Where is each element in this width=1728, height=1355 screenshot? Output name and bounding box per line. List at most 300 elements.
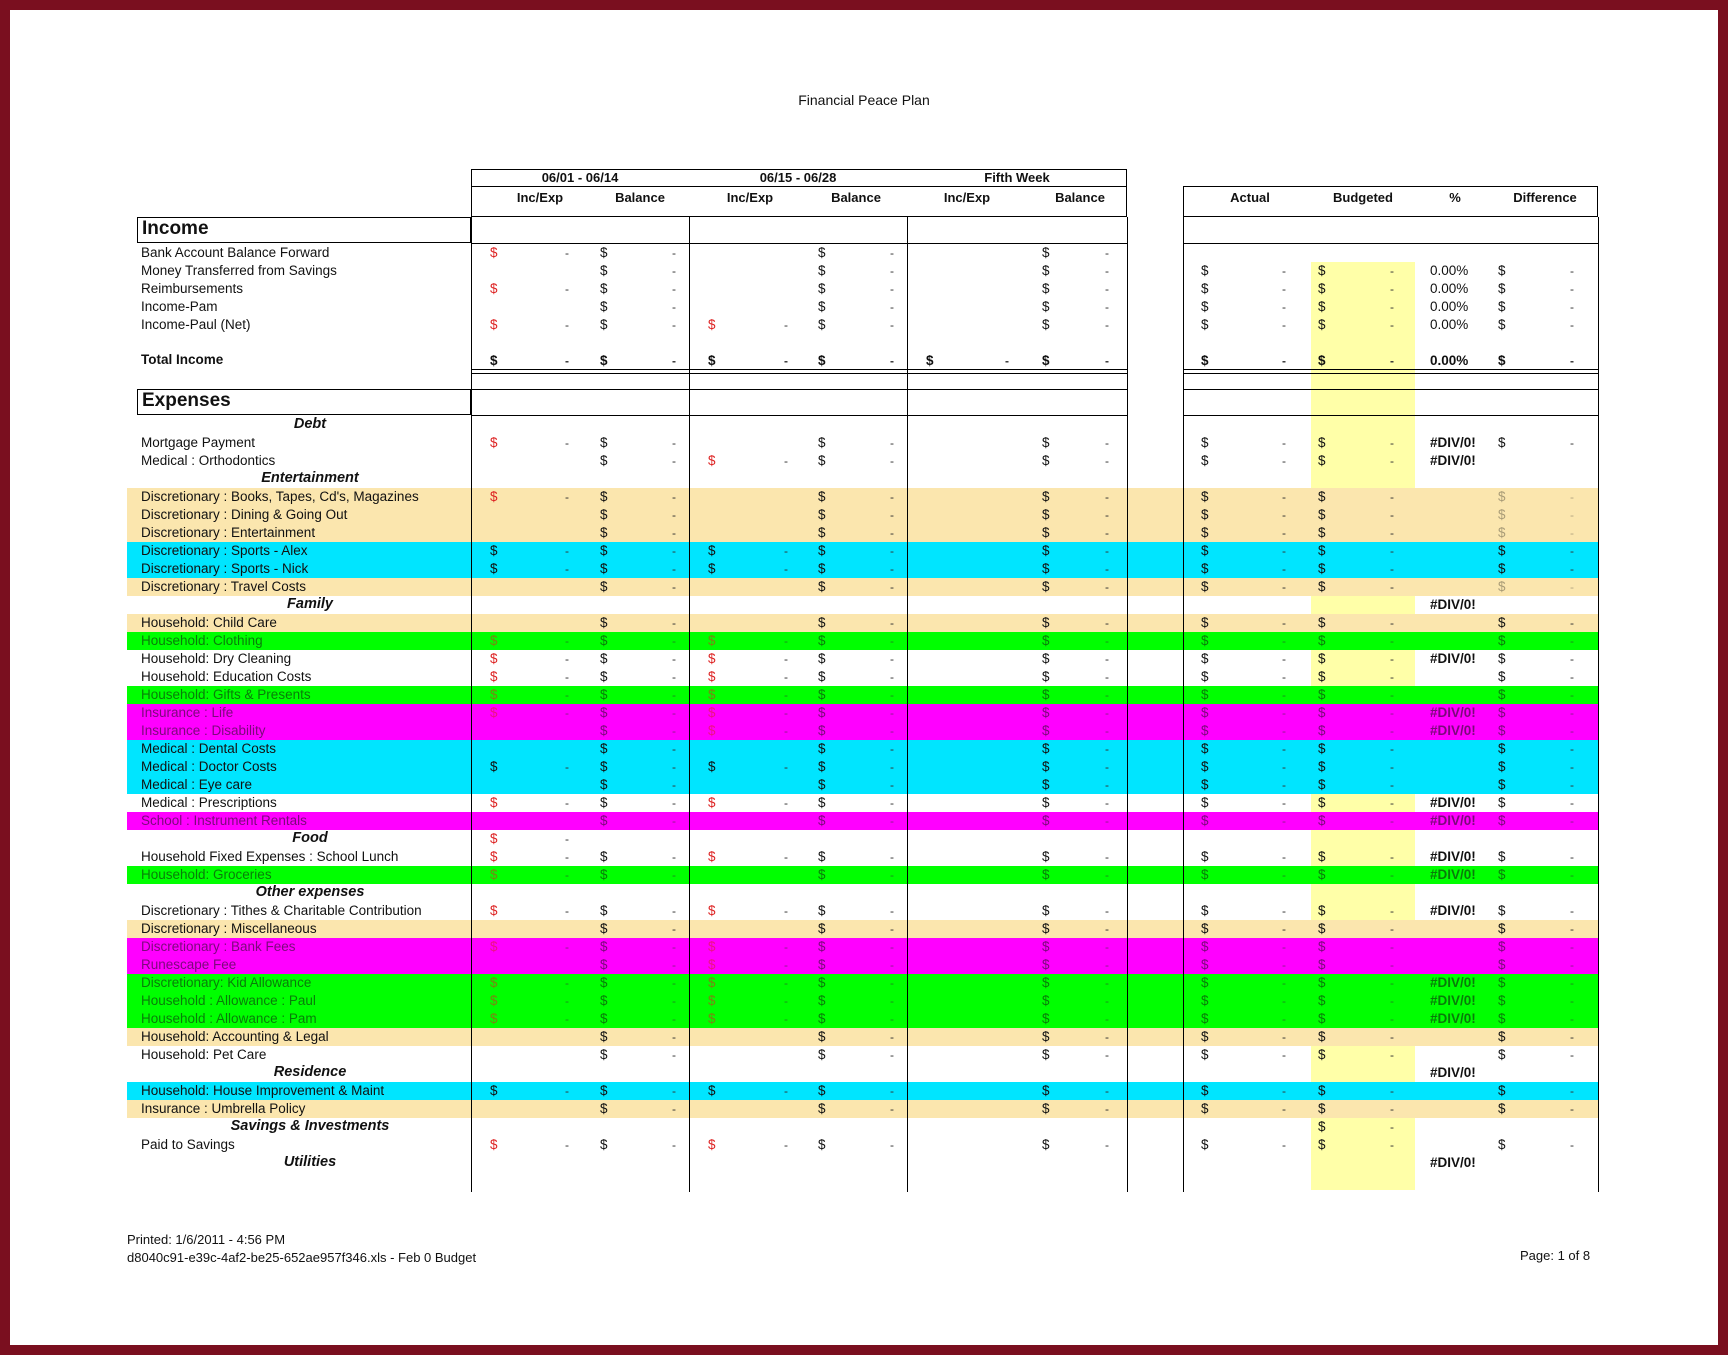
- currency-symbol: $: [1318, 1101, 1326, 1116]
- currency-symbol: $: [1201, 849, 1209, 864]
- expenses-rule: [1183, 389, 1598, 390]
- row-label: Discretionary : Tithes & Charitable Contribution: [141, 903, 422, 918]
- zero-value: -: [1570, 1048, 1574, 1062]
- zero-value: -: [890, 670, 894, 684]
- row-label: Discretionary : Entertainment: [141, 525, 316, 540]
- zero-value: -: [1282, 1102, 1286, 1116]
- currency-symbol: $: [490, 939, 498, 954]
- currency-symbol: $: [1318, 723, 1326, 738]
- category-label: Debt: [293, 416, 327, 432]
- zero-value: -: [890, 1102, 894, 1116]
- zero-value: -: [1282, 490, 1286, 504]
- currency-symbol: $: [1318, 975, 1326, 990]
- currency-symbol: $: [490, 795, 498, 810]
- zero-value: -: [565, 976, 569, 990]
- zero-value: -: [1390, 616, 1394, 630]
- zero-value: -: [784, 318, 788, 332]
- currency-symbol: $: [1318, 1083, 1326, 1098]
- currency-symbol: $: [600, 687, 608, 702]
- zero-value: -: [565, 1138, 569, 1152]
- currency-symbol: $: [490, 759, 498, 774]
- percent-value: #DIV/0!: [1430, 867, 1476, 882]
- document-title: Financial Peace Plan: [798, 92, 930, 108]
- zero-value: -: [1105, 850, 1109, 864]
- percent-header: %: [1449, 190, 1461, 205]
- currency-symbol: $: [490, 1011, 498, 1026]
- percent-value: 0.00%: [1430, 317, 1469, 332]
- currency-symbol: $: [600, 975, 608, 990]
- zero-value: -: [672, 508, 676, 522]
- currency-symbol: $: [1042, 561, 1050, 576]
- currency-symbol: $: [818, 777, 826, 792]
- zero-value: -: [672, 616, 676, 630]
- currency-symbol: $: [1042, 993, 1050, 1008]
- zero-value: -: [1390, 1120, 1394, 1134]
- zero-value: -: [1390, 282, 1394, 296]
- zero-value: -: [565, 1084, 569, 1098]
- currency-symbol: $: [600, 453, 608, 468]
- zero-value: -: [672, 652, 676, 666]
- row-label: Mortgage Payment: [141, 435, 256, 450]
- zero-value: -: [1570, 508, 1574, 522]
- zero-value: -: [1282, 922, 1286, 936]
- currency-symbol: $: [1498, 1047, 1506, 1062]
- percent-value: #DIV/0!: [1430, 453, 1476, 468]
- currency-symbol: $: [1318, 777, 1326, 792]
- currency-symbol: $: [600, 353, 608, 368]
- zero-value: -: [1105, 544, 1109, 558]
- row-label: Household: Accounting & Legal: [141, 1029, 329, 1044]
- currency-symbol: $: [600, 245, 608, 260]
- zero-value: -: [1282, 976, 1286, 990]
- currency-symbol: $: [1201, 903, 1209, 918]
- currency-symbol: $: [1201, 813, 1209, 828]
- currency-symbol: $: [818, 299, 826, 314]
- zero-value: -: [672, 814, 676, 828]
- zero-value: -: [1390, 652, 1394, 666]
- currency-symbol: $: [1201, 1047, 1209, 1062]
- zero-value: -: [784, 796, 788, 810]
- zero-value: -: [1105, 940, 1109, 954]
- currency-symbol: $: [1042, 795, 1050, 810]
- zero-value: -: [1282, 1138, 1286, 1152]
- zero-value: -: [1390, 436, 1394, 450]
- currency-symbol: $: [1318, 453, 1326, 468]
- currency-symbol: $: [490, 975, 498, 990]
- zero-value: -: [1105, 354, 1109, 368]
- currency-symbol: $: [1042, 615, 1050, 630]
- currency-symbol: $: [708, 669, 716, 684]
- zero-value: -: [1105, 508, 1109, 522]
- currency-symbol: $: [1318, 651, 1326, 666]
- zero-value: -: [784, 850, 788, 864]
- zero-value: -: [565, 436, 569, 450]
- zero-value: -: [1282, 652, 1286, 666]
- zero-value: -: [890, 724, 894, 738]
- zero-value: -: [1105, 616, 1109, 630]
- zero-value: -: [784, 724, 788, 738]
- currency-symbol: $: [600, 957, 608, 972]
- currency-symbol: $: [1042, 543, 1050, 558]
- zero-value: -: [672, 1138, 676, 1152]
- zero-value: -: [890, 282, 894, 296]
- currency-symbol: $: [1201, 525, 1209, 540]
- row-label: Discretionary : Dining & Going Out: [141, 507, 348, 522]
- currency-symbol: $: [818, 245, 826, 260]
- spreadsheet-page: [10, 10, 1718, 1345]
- zero-value: -: [1282, 814, 1286, 828]
- currency-symbol: $: [1498, 741, 1506, 756]
- currency-symbol: $: [1042, 435, 1050, 450]
- zero-value: -: [890, 544, 894, 558]
- currency-symbol: $: [1201, 1083, 1209, 1098]
- percent-value: #DIV/0!: [1430, 903, 1476, 918]
- zero-value: -: [1570, 670, 1574, 684]
- expenses-rule: [471, 389, 1127, 390]
- currency-symbol: $: [708, 453, 716, 468]
- zero-value: -: [1570, 760, 1574, 774]
- currency-symbol: $: [490, 435, 498, 450]
- period-2-balance-header: Balance: [831, 190, 881, 205]
- currency-symbol: $: [1042, 867, 1050, 882]
- currency-symbol: $: [1042, 453, 1050, 468]
- currency-symbol: $: [1201, 317, 1209, 332]
- percent-value: 0.00%: [1430, 263, 1469, 278]
- period-2-label: 06/15 - 06/28: [759, 170, 837, 185]
- total-rule: [1183, 369, 1598, 370]
- zero-value: -: [1282, 454, 1286, 468]
- currency-symbol: $: [1201, 299, 1209, 314]
- currency-symbol: $: [600, 903, 608, 918]
- currency-symbol: $: [1042, 687, 1050, 702]
- currency-symbol: $: [1318, 957, 1326, 972]
- zero-value: -: [672, 958, 676, 972]
- zero-value: -: [1570, 616, 1574, 630]
- period-3-balance-header: Balance: [1055, 190, 1105, 205]
- zero-value: -: [1390, 958, 1394, 972]
- row-background: [127, 632, 1598, 650]
- currency-symbol: $: [818, 651, 826, 666]
- percent-value: 0.00%: [1430, 281, 1469, 296]
- zero-value: -: [672, 778, 676, 792]
- currency-symbol: $: [708, 633, 716, 648]
- zero-value: -: [672, 264, 676, 278]
- currency-symbol: $: [1042, 669, 1050, 684]
- currency-symbol: $: [1042, 263, 1050, 278]
- currency-symbol: $: [708, 687, 716, 702]
- row-background: [127, 506, 1598, 524]
- category-label: Residence: [273, 1064, 347, 1080]
- zero-value: -: [1105, 778, 1109, 792]
- zero-value: -: [1105, 318, 1109, 332]
- zero-value: -: [672, 1048, 676, 1062]
- zero-value: -: [1105, 922, 1109, 936]
- zero-value: -: [672, 868, 676, 882]
- zero-value: -: [672, 724, 676, 738]
- zero-value: -: [1390, 760, 1394, 774]
- currency-symbol: $: [818, 507, 826, 522]
- zero-value: -: [1570, 1030, 1574, 1044]
- zero-value: -: [1282, 508, 1286, 522]
- currency-symbol: $: [1042, 921, 1050, 936]
- currency-symbol: $: [600, 705, 608, 720]
- row-label: Household: Education Costs: [141, 669, 312, 684]
- zero-value: -: [1390, 724, 1394, 738]
- zero-value: -: [1570, 814, 1574, 828]
- zero-value: -: [1105, 670, 1109, 684]
- zero-value: -: [1282, 1048, 1286, 1062]
- currency-symbol: $: [490, 281, 498, 296]
- currency-symbol: $: [1042, 1029, 1050, 1044]
- zero-value: -: [1390, 814, 1394, 828]
- zero-value: -: [1282, 688, 1286, 702]
- currency-symbol: $: [1498, 543, 1506, 558]
- zero-value: -: [1570, 562, 1574, 576]
- zero-value: -: [784, 544, 788, 558]
- row-label: Household: Clothing: [141, 633, 263, 648]
- currency-symbol: $: [1318, 993, 1326, 1008]
- currency-symbol: $: [600, 317, 608, 332]
- currency-symbol: $: [708, 561, 716, 576]
- currency-symbol: $: [818, 633, 826, 648]
- zero-value: -: [1282, 940, 1286, 954]
- currency-symbol: $: [1042, 723, 1050, 738]
- currency-symbol: $: [818, 579, 826, 594]
- zero-value: -: [890, 796, 894, 810]
- currency-symbol: $: [490, 867, 498, 882]
- zero-value: -: [1390, 1084, 1394, 1098]
- zero-value: -: [565, 688, 569, 702]
- zero-value: -: [672, 318, 676, 332]
- row-background: [127, 1010, 1598, 1028]
- currency-symbol: $: [818, 975, 826, 990]
- zero-value: -: [1390, 1138, 1394, 1152]
- currency-symbol: $: [818, 795, 826, 810]
- currency-symbol: $: [1498, 813, 1506, 828]
- zero-value: -: [890, 562, 894, 576]
- currency-symbol: $: [1318, 561, 1326, 576]
- column-line: [1183, 217, 1184, 1192]
- zero-value: -: [890, 1030, 894, 1044]
- currency-symbol: $: [1498, 777, 1506, 792]
- zero-value: -: [1570, 706, 1574, 720]
- zero-value: -: [672, 976, 676, 990]
- currency-symbol: $: [1318, 1047, 1326, 1062]
- zero-value: -: [890, 1138, 894, 1152]
- zero-value: -: [1570, 994, 1574, 1008]
- currency-symbol: $: [1498, 579, 1506, 594]
- currency-symbol: $: [1042, 489, 1050, 504]
- zero-value: -: [784, 940, 788, 954]
- zero-value: -: [1282, 724, 1286, 738]
- zero-value: -: [1390, 850, 1394, 864]
- zero-value: -: [1570, 300, 1574, 314]
- zero-value: -: [1390, 778, 1394, 792]
- zero-value: -: [672, 526, 676, 540]
- zero-value: -: [1105, 1084, 1109, 1098]
- zero-value: -: [890, 1012, 894, 1026]
- zero-value: -: [890, 490, 894, 504]
- currency-symbol: $: [1318, 317, 1326, 332]
- percent-value: #DIV/0!: [1430, 435, 1476, 450]
- currency-symbol: $: [708, 903, 716, 918]
- row-label: Total Income: [141, 352, 224, 367]
- zero-value: -: [1570, 318, 1574, 332]
- zero-value: -: [672, 300, 676, 314]
- currency-symbol: $: [1042, 651, 1050, 666]
- category-label: Utilities: [283, 1154, 337, 1170]
- row-label: Runescape Fee: [141, 957, 237, 972]
- row-label: School : Instrument Rentals: [141, 813, 307, 828]
- zero-value: -: [1570, 1138, 1574, 1152]
- zero-value: -: [1282, 354, 1286, 368]
- zero-value: -: [672, 706, 676, 720]
- row-label: Medical : Eye care: [141, 777, 253, 792]
- currency-symbol: $: [1201, 615, 1209, 630]
- currency-symbol: $: [600, 1137, 608, 1152]
- row-label: Household: House Improvement & Maint: [141, 1083, 385, 1098]
- zero-value: -: [1390, 940, 1394, 954]
- currency-symbol: $: [600, 615, 608, 630]
- zero-value: -: [784, 562, 788, 576]
- column-line: [1598, 217, 1599, 1192]
- currency-symbol: $: [1318, 489, 1326, 504]
- zero-value: -: [672, 490, 676, 504]
- zero-value: -: [672, 1102, 676, 1116]
- currency-symbol: $: [1201, 651, 1209, 666]
- currency-symbol: $: [1498, 263, 1506, 278]
- zero-value: -: [1105, 454, 1109, 468]
- row-label: Household : Allowance : Paul: [141, 993, 316, 1008]
- zero-value: -: [1105, 868, 1109, 882]
- zero-value: -: [672, 282, 676, 296]
- zero-value: -: [784, 354, 788, 368]
- currency-symbol: $: [600, 723, 608, 738]
- currency-symbol: $: [818, 435, 826, 450]
- zero-value: -: [1282, 544, 1286, 558]
- percent-value: #DIV/0!: [1430, 795, 1476, 810]
- currency-symbol: $: [1498, 669, 1506, 684]
- zero-value: -: [890, 904, 894, 918]
- zero-value: -: [1570, 850, 1574, 864]
- currency-symbol: $: [1498, 903, 1506, 918]
- zero-value: -: [784, 670, 788, 684]
- category-label: Savings & Investments: [230, 1118, 390, 1134]
- currency-symbol: $: [1042, 1011, 1050, 1026]
- currency-symbol: $: [1498, 353, 1506, 368]
- income-section-label: Income: [142, 218, 209, 239]
- currency-symbol: $: [600, 1011, 608, 1026]
- currency-symbol: $: [1042, 507, 1050, 522]
- zero-value: -: [1105, 1030, 1109, 1044]
- zero-value: -: [1105, 1138, 1109, 1152]
- currency-symbol: $: [600, 1047, 608, 1062]
- currency-symbol: $: [490, 317, 498, 332]
- zero-value: -: [890, 300, 894, 314]
- currency-symbol: $: [1318, 579, 1326, 594]
- percent-value: #DIV/0!: [1430, 993, 1476, 1008]
- zero-value: -: [890, 634, 894, 648]
- zero-value: -: [1105, 282, 1109, 296]
- zero-value: -: [1282, 282, 1286, 296]
- zero-value: -: [1390, 580, 1394, 594]
- row-background: [127, 812, 1598, 830]
- zero-value: -: [1105, 1102, 1109, 1116]
- zero-value: -: [565, 670, 569, 684]
- zero-value: -: [890, 688, 894, 702]
- zero-value: -: [1570, 688, 1574, 702]
- row-label: Discretionary : Bank Fees: [141, 939, 296, 954]
- currency-symbol: $: [1318, 633, 1326, 648]
- zero-value: -: [1570, 724, 1574, 738]
- zero-value: -: [672, 354, 676, 368]
- currency-symbol: $: [708, 849, 716, 864]
- row-label: Insurance : Life: [141, 705, 234, 720]
- zero-value: -: [672, 742, 676, 756]
- zero-value: -: [1105, 742, 1109, 756]
- zero-value: -: [1105, 904, 1109, 918]
- zero-value: -: [1282, 616, 1286, 630]
- currency-symbol: $: [490, 561, 498, 576]
- zero-value: -: [890, 526, 894, 540]
- currency-symbol: $: [1201, 795, 1209, 810]
- zero-value: -: [1105, 994, 1109, 1008]
- currency-symbol: $: [490, 245, 498, 260]
- currency-symbol: $: [1201, 975, 1209, 990]
- column-line: [907, 217, 908, 1192]
- currency-symbol: $: [818, 939, 826, 954]
- zero-value: -: [1390, 300, 1394, 314]
- zero-value: -: [890, 706, 894, 720]
- currency-symbol: $: [1042, 317, 1050, 332]
- currency-symbol: $: [1201, 957, 1209, 972]
- currency-symbol: $: [708, 759, 716, 774]
- zero-value: -: [1390, 354, 1394, 368]
- currency-symbol: $: [1498, 281, 1506, 296]
- zero-value: -: [1570, 796, 1574, 810]
- zero-value: -: [1105, 796, 1109, 810]
- currency-symbol: $: [708, 957, 716, 972]
- zero-value: -: [672, 544, 676, 558]
- currency-symbol: $: [708, 317, 716, 332]
- currency-symbol: $: [600, 867, 608, 882]
- zero-value: -: [1282, 562, 1286, 576]
- zero-value: -: [1570, 544, 1574, 558]
- zero-value: -: [565, 868, 569, 882]
- currency-symbol: $: [1042, 975, 1050, 990]
- zero-value: -: [1390, 1012, 1394, 1026]
- zero-value: -: [1105, 706, 1109, 720]
- currency-symbol: $: [1042, 903, 1050, 918]
- zero-value: -: [1570, 1102, 1574, 1116]
- period-1-label: 06/01 - 06/14: [541, 170, 619, 185]
- zero-value: -: [1105, 300, 1109, 314]
- currency-symbol: $: [818, 281, 826, 296]
- zero-value: -: [890, 778, 894, 792]
- zero-value: -: [1282, 300, 1286, 314]
- zero-value: -: [565, 652, 569, 666]
- currency-symbol: $: [1498, 759, 1506, 774]
- zero-value: -: [565, 562, 569, 576]
- zero-value: -: [1282, 264, 1286, 278]
- currency-symbol: $: [1498, 921, 1506, 936]
- currency-symbol: $: [818, 867, 826, 882]
- currency-symbol: $: [1498, 615, 1506, 630]
- zero-value: -: [784, 760, 788, 774]
- column-line: [1127, 217, 1128, 1192]
- zero-value: -: [1282, 760, 1286, 774]
- zero-value: -: [1570, 1012, 1574, 1026]
